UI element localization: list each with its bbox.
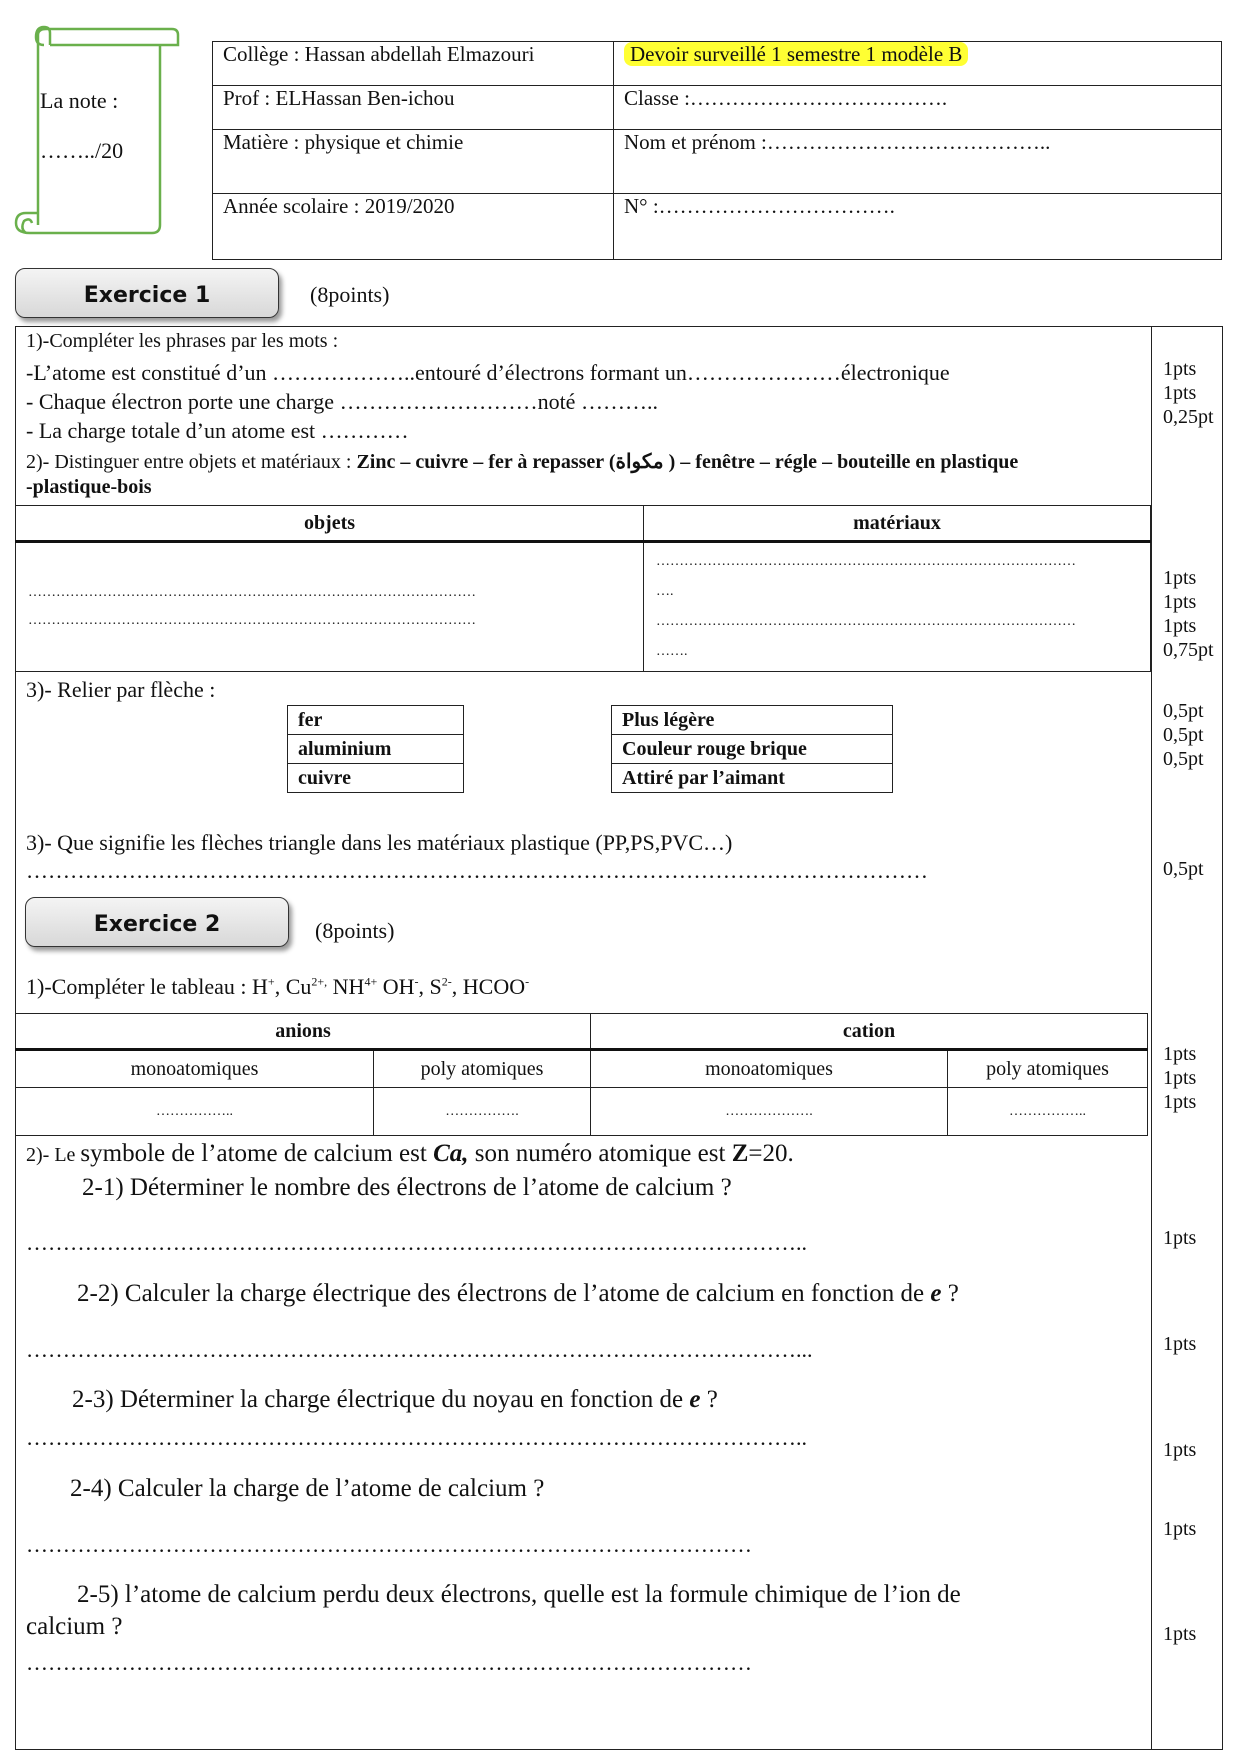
ex2-q22-e: e bbox=[930, 1280, 942, 1307]
points-value: 1pts bbox=[1163, 1333, 1197, 1355]
note-label: La note : bbox=[40, 88, 119, 113]
points-value: 1pts bbox=[1163, 615, 1197, 637]
ex1-q1: 1)-Compléter les phrases par les mots : bbox=[26, 330, 339, 352]
classe-field[interactable]: Classe :………………………………. bbox=[614, 86, 1222, 130]
ex2-q2-end: =20. bbox=[748, 1140, 794, 1167]
points-group-4 bbox=[1163, 857, 1204, 881]
prof-cell: Prof : ELHassan Ben-ichou bbox=[213, 86, 614, 130]
points-group-2 bbox=[1163, 566, 1214, 662]
ex2-q2-z: Z bbox=[731, 1140, 749, 1167]
ions-table bbox=[15, 1013, 1148, 1136]
ex2-q2-text: symbole de l’atome de calcium est bbox=[80, 1140, 434, 1167]
ex2-q1 bbox=[26, 974, 529, 1000]
cations-poly-header: poly atomiques bbox=[948, 1050, 1148, 1088]
ex1-q4: 3)- Que signifie les flèches triangle dans les matériaux plastique (PP,PS,PVC…) bbox=[26, 830, 733, 855]
ex2-q1-prefix: 1)-Compléter le tableau : H bbox=[26, 974, 268, 999]
ion-cu-charge: 2+, bbox=[311, 974, 328, 989]
points-value: 1pts bbox=[1163, 591, 1197, 613]
materiaux-dots-4: ……. bbox=[656, 644, 688, 659]
objets-dots-2: …………………………………………………………………………………… bbox=[28, 613, 476, 628]
points-value: 0,5pt bbox=[1163, 700, 1204, 722]
cations-mono-header: monoatomiques bbox=[591, 1050, 948, 1088]
materiaux-dots-2: …. bbox=[656, 584, 674, 599]
exercice1-badge: Exercice 1 bbox=[15, 268, 279, 318]
exercice2-badge: Exercice 2 bbox=[25, 897, 289, 947]
anions-poly-header: poly atomiques bbox=[374, 1050, 591, 1088]
points-value: 1pts bbox=[1163, 1091, 1197, 1113]
objets-header: objets bbox=[16, 506, 644, 542]
ex2-q2-prefix: 2)- Le bbox=[26, 1144, 81, 1166]
ion-hcoo: , HCOO bbox=[451, 974, 526, 999]
anions-header: anions bbox=[16, 1014, 591, 1050]
materiaux-answer-cell[interactable] bbox=[644, 542, 1151, 672]
ex2-q25a: 2-5) l’atome de calcium perdu deux électrons, quelle est la formule chimique de l’ion de bbox=[77, 1581, 961, 1608]
ion-h-charge: + bbox=[267, 974, 275, 989]
ex2-q23-e: e bbox=[689, 1386, 701, 1413]
relier-left-table bbox=[287, 705, 464, 793]
ion-s: , S bbox=[418, 974, 442, 999]
ex2-q22-dots[interactable]: ……………………………………………………………………………………………... bbox=[26, 1337, 813, 1362]
points-value: 0,25pt bbox=[1163, 406, 1214, 428]
materiaux-header: matériaux bbox=[644, 506, 1151, 542]
points-group-5 bbox=[1163, 1042, 1196, 1114]
points-value: 0,5pt bbox=[1163, 748, 1204, 770]
ex2-q22-text: 2-2) Calculer la charge électrique des électrons de l’atome de calcium en fonction de bbox=[77, 1280, 931, 1307]
ex1-q1-line2: - Chaque électron porte une charge ………………………noté ……….. bbox=[26, 389, 658, 414]
ion-hcoo-charge: - bbox=[525, 974, 530, 989]
ex2-q24: 2-4) Calculer la charge de l’atome de calcium ? bbox=[70, 1475, 545, 1502]
points-value: 1pts bbox=[1163, 382, 1197, 404]
ex2-q21-dots[interactable]: …………………………………………………………………………………………….. bbox=[26, 1230, 807, 1255]
college-cell: Collège : Hassan abdellah Elmazouri bbox=[213, 42, 614, 86]
exam-title: Devoir surveillé 1 semestre 1 modèle B bbox=[624, 42, 968, 66]
points-group-8 bbox=[1163, 1438, 1196, 1462]
numero-field[interactable]: N° :……………………………. bbox=[614, 194, 1222, 260]
cations-poly-cell[interactable]: …………….. bbox=[948, 1088, 1148, 1136]
relier-right-table bbox=[611, 705, 893, 793]
relier-right-item[interactable]: Plus légère bbox=[612, 706, 893, 735]
materiaux-dots-1: ……………………………………………………………………………… bbox=[656, 554, 1076, 569]
relier-left-item[interactable]: fer bbox=[288, 706, 464, 735]
ion-cu: , Cu bbox=[274, 974, 312, 999]
exercice2-points: (8points) bbox=[315, 918, 395, 943]
cations-mono-cell[interactable]: ………………. bbox=[591, 1088, 948, 1136]
points-value: 1pts bbox=[1163, 1227, 1197, 1249]
points-group-10 bbox=[1163, 1622, 1196, 1646]
points-column-divider bbox=[1151, 326, 1152, 1750]
ex2-q22-end: ? bbox=[941, 1280, 959, 1307]
relier-right-item[interactable]: Attiré par l’aimant bbox=[612, 764, 893, 793]
relier-right-item[interactable]: Couleur rouge brique bbox=[612, 735, 893, 764]
points-group-1 bbox=[1163, 357, 1214, 429]
points-value: 1pts bbox=[1163, 1518, 1197, 1540]
ex1-q2-intro: 2)- Distinguer entre objets et matériaux : bbox=[26, 451, 357, 473]
ion-s-charge: 2- bbox=[441, 974, 452, 989]
ion-oh-charge: - bbox=[414, 974, 419, 989]
points-group-9 bbox=[1163, 1517, 1196, 1541]
cation-header: cation bbox=[591, 1014, 1148, 1050]
objets-dots-1: …………………………………………………………………………………… bbox=[28, 585, 476, 600]
ex2-q24-dots[interactable]: ……………………………………………………………………………………… bbox=[26, 1532, 752, 1557]
ex2-q23-text: 2-3) Déterminer la charge électrique du noyau en fonction de bbox=[72, 1386, 690, 1413]
ex1-q1-line3: - La charge totale d’un atome est ………… bbox=[26, 418, 409, 443]
anions-mono-cell[interactable]: …………….. bbox=[16, 1088, 374, 1136]
points-value: 0,5pt bbox=[1163, 724, 1204, 746]
points-group-3 bbox=[1163, 699, 1204, 771]
ex1-q3: 3)- Relier par flèche : bbox=[26, 677, 216, 702]
ex2-q23-end: ? bbox=[700, 1386, 718, 1413]
points-value: 0,5pt bbox=[1163, 858, 1204, 880]
points-value: 1pts bbox=[1163, 1043, 1197, 1065]
points-value: 0,75pt bbox=[1163, 639, 1214, 661]
points-group-7 bbox=[1163, 1332, 1196, 1356]
ex2-q25b: calcium ? bbox=[26, 1613, 123, 1640]
relier-left-item[interactable]: cuivre bbox=[288, 764, 464, 793]
ex2-q23-dots[interactable]: …………………………………………………………………………………………….. bbox=[26, 1425, 807, 1450]
materiaux-dots-3: ……………………………………………………………………………… bbox=[656, 614, 1076, 629]
ex2-q21: 2-1) Déterminer le nombre des électrons de l’atome de calcium ? bbox=[82, 1174, 732, 1201]
ex1-q2 bbox=[26, 449, 1151, 474]
ex1-q1-line1: -L’atome est constitué d’un ………………..entouré d’électrons formant un…………………électronique bbox=[26, 360, 950, 385]
points-value: 1pts bbox=[1163, 358, 1197, 380]
ion-nh: NH bbox=[327, 974, 365, 999]
ex1-q2-list2: -plastique-bois bbox=[26, 476, 152, 498]
header-table bbox=[212, 41, 1222, 260]
anions-poly-cell[interactable]: ……………. bbox=[374, 1088, 591, 1136]
ex2-q2-mid: son numéro atomique est bbox=[468, 1140, 732, 1167]
objets-answer-cell[interactable] bbox=[16, 542, 644, 672]
annee-cell: Année scolaire : 2019/2020 bbox=[213, 194, 614, 260]
note-score: ……../20 bbox=[40, 138, 124, 163]
objets-materiaux-table bbox=[15, 505, 1151, 672]
nom-field[interactable]: Nom et prénom :………………………………….. bbox=[614, 130, 1222, 194]
exam-title-cell bbox=[614, 42, 1222, 86]
exercice1-points: (8points) bbox=[310, 282, 390, 307]
ion-oh: OH bbox=[377, 974, 415, 999]
ex1-q2-list: Zinc – cuivre – fer à repasser (مكواة ) – fenêtre – régle – bouteille en plastique bbox=[356, 451, 1019, 473]
points-value: 1pts bbox=[1163, 1623, 1197, 1645]
points-value: 1pts bbox=[1163, 567, 1197, 589]
points-group-6 bbox=[1163, 1226, 1196, 1250]
anions-mono-header: monoatomiques bbox=[16, 1050, 374, 1088]
matiere-cell: Matière : physique et chimie bbox=[213, 130, 614, 194]
relier-left-item[interactable]: aluminium bbox=[288, 735, 464, 764]
ion-nh-charge: 4+ bbox=[364, 974, 378, 989]
ex1-q4-dots[interactable]: …………………………………………………………………………………………………………… bbox=[26, 858, 928, 883]
points-value: 1pts bbox=[1163, 1439, 1197, 1461]
ex2-q23 bbox=[72, 1386, 718, 1414]
ex2-q2-ca: Ca, bbox=[433, 1140, 469, 1167]
ex2-q2 bbox=[26, 1140, 794, 1168]
points-value: 1pts bbox=[1163, 1067, 1197, 1089]
ex2-q22 bbox=[77, 1280, 959, 1308]
ex2-q25-dots[interactable]: ……………………………………………………………………………………… bbox=[26, 1650, 752, 1675]
